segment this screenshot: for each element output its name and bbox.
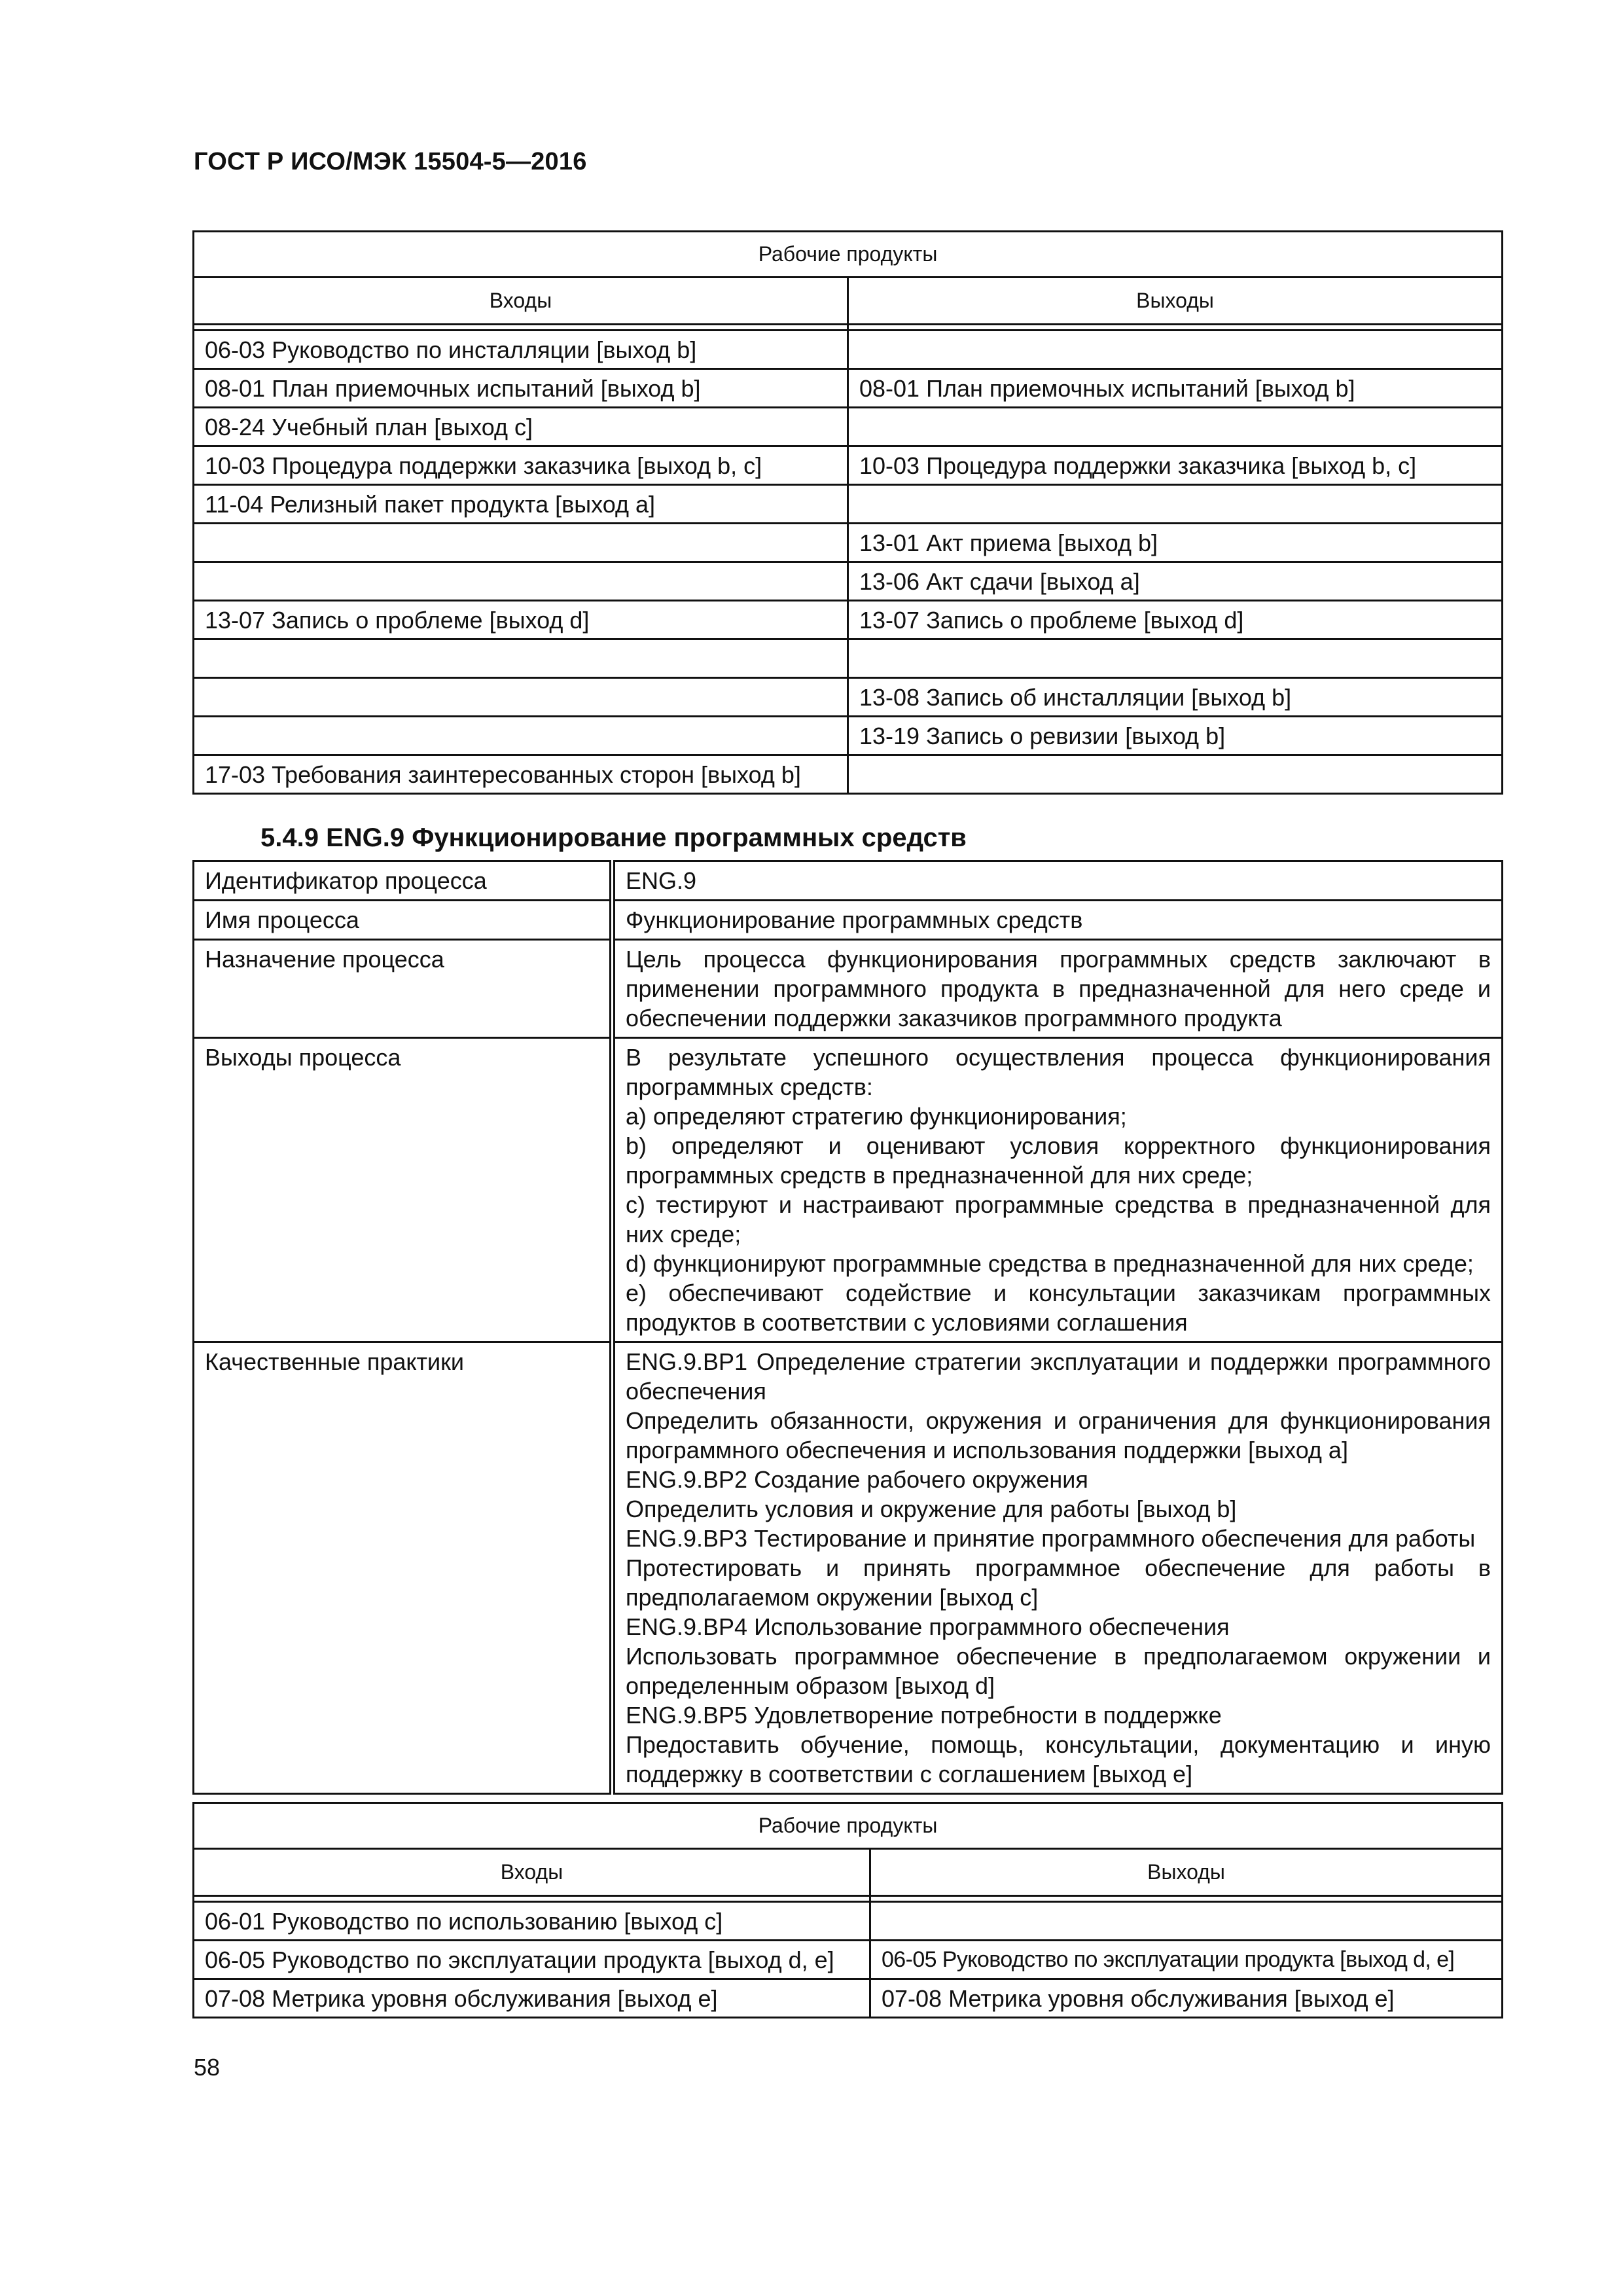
table-row: [194, 1941, 1503, 1979]
practice-line: ENG.9.BP3 Тестирование и принятие программного обеспечения для работы: [626, 1525, 1476, 1552]
outcome-line: c) тестируют и настраивают программные средства в предназначенной для них среде;: [626, 1191, 1491, 1247]
output-cell: 13-07 Запись о проблеме [выход d]: [848, 601, 1503, 639]
table-row: [194, 331, 1503, 369]
outcome-line: a) определяют стратегию функционирования;: [626, 1103, 1127, 1130]
outputs-header: Выходы: [848, 278, 1503, 325]
process-practices-row: [194, 1342, 1503, 1794]
work-products-table-1: [192, 230, 1503, 795]
input-cell: [194, 639, 848, 678]
output-cell: 13-01 Акт приема [выход b]: [848, 524, 1503, 562]
output-cell: 10-03 Процедура поддержки заказчика [выход b, c]: [848, 446, 1503, 485]
process-outcomes-row: [194, 1038, 1503, 1342]
output-cell: 13-08 Запись об инсталляции [выход b]: [848, 678, 1503, 717]
table-row: [194, 524, 1503, 562]
table-row: [194, 562, 1503, 601]
table-row: [194, 639, 1503, 678]
practice-line: ENG.9.BP1 Определение стратегии эксплуатации и поддержки программного обеспечения: [626, 1348, 1491, 1405]
practice-line: Определить условия и окружение для работы [выход b]: [626, 1496, 1237, 1522]
practice-line: Протестировать и принять программное обеспечение для работы в предполагаемом окружении [выход c]: [626, 1554, 1491, 1611]
process-id-label: Идентификатор процесса: [194, 861, 613, 901]
input-cell: 06-01 Руководство по использованию [выход c]: [194, 1902, 870, 1941]
process-name-value: Функционирование программных средств: [613, 901, 1503, 940]
table-row: [194, 1979, 1503, 2018]
input-cell: 13-07 Запись о проблеме [выход d]: [194, 601, 848, 639]
input-cell: [194, 562, 848, 601]
practice-line: Предоставить обучение, помощь, консультации, документацию и иную поддержку в соответствии с соглашением [выход e]: [626, 1731, 1491, 1787]
practice-line: ENG.9.BP5 Удовлетворение потребности в поддержке: [626, 1702, 1222, 1729]
process-outcomes-label: Выходы процесса: [194, 1038, 613, 1342]
work-products-caption: Рабочие продукты: [194, 232, 1503, 278]
process-table: [192, 860, 1503, 1795]
output-cell: [848, 408, 1503, 446]
outcome-line: В результате успешного осуществления процесса функционирования программных средств:: [626, 1044, 1491, 1100]
output-cell: [870, 1902, 1503, 1941]
output-cell: [848, 639, 1503, 678]
outputs-header: Выходы: [870, 1849, 1503, 1896]
outcome-line: b) определяют и оценивают условия корректного функционирования программных средств в предназначенной для них среде;: [626, 1132, 1491, 1189]
process-outcomes-value: [613, 1038, 1503, 1342]
outcome-line: e) обеспечивают содействие и консультации заказчикам программных продуктов в соответствии с условиями соглашения: [626, 1280, 1491, 1336]
table-row: [194, 601, 1503, 639]
table-row: [194, 717, 1503, 755]
input-cell: 08-01 План приемочных испытаний [выход b]: [194, 369, 848, 408]
outcome-line: d) функционируют программные средства в предназначенной для них среде;: [626, 1250, 1474, 1277]
input-cell: 07-08 Метрика уровня обслуживания [выход e]: [194, 1979, 870, 2018]
process-purpose-row: [194, 940, 1503, 1038]
input-cell: 08-24 Учебный план [выход c]: [194, 408, 848, 446]
process-id-row: [194, 861, 1503, 901]
practice-line: ENG.9.BP2 Создание рабочего окружения: [626, 1466, 1088, 1493]
output-cell: 13-06 Акт сдачи [выход a]: [848, 562, 1503, 601]
process-name-label: Имя процесса: [194, 901, 613, 940]
process-name-row: [194, 901, 1503, 940]
work-products-table-2: [192, 1802, 1503, 2018]
table-row: [194, 678, 1503, 717]
inputs-header: Входы: [194, 1849, 870, 1896]
practice-line: Использовать программное обеспечение в предполагаемом окружении и определенным образом [выход d]: [626, 1643, 1491, 1699]
section-title: 5.4.9 ENG.9 Функционирование программных средств: [260, 823, 967, 852]
work-products-caption: Рабочие продукты: [194, 1803, 1503, 1849]
input-cell: [194, 678, 848, 717]
input-cell: 11-04 Релизный пакет продукта [выход a]: [194, 485, 848, 524]
input-cell: [194, 524, 848, 562]
input-cell: 10-03 Процедура поддержки заказчика [выход b, c]: [194, 446, 848, 485]
inputs-header: Входы: [194, 278, 848, 325]
practice-line: Определить обязанности, окружения и ограничения для функционирования программного обеспечения и использования поддержки [выход a]: [626, 1407, 1491, 1463]
table-row: [194, 446, 1503, 485]
table-row: [194, 369, 1503, 408]
output-cell: [848, 331, 1503, 369]
input-cell: [194, 717, 848, 755]
process-purpose-label: Назначение процесса: [194, 940, 613, 1038]
document-header: ГОСТ Р ИСО/МЭК 15504-5—2016: [194, 148, 587, 175]
input-cell: 06-03 Руководство по инсталляции [выход b]: [194, 331, 848, 369]
process-purpose-value: Цель процесса функционирования программных средств заключают в применении программного продукта в предназначенной для него среде и обеспечении поддержки заказчиков программного продукта: [613, 940, 1503, 1038]
table-row: [194, 1902, 1503, 1941]
table-row: [194, 408, 1503, 446]
page-number: 58: [194, 2054, 221, 2081]
practice-line: ENG.9.BP4 Использование программного обеспечения: [626, 1613, 1230, 1640]
process-practices-value: [613, 1342, 1503, 1794]
input-cell: 06-05 Руководство по эксплуатации продукта [выход d, e]: [194, 1941, 870, 1979]
input-cell: 17-03 Требования заинтересованных сторон [выход b]: [194, 755, 848, 794]
output-cell: 13-19 Запись о ревизии [выход b]: [848, 717, 1503, 755]
output-cell: 06-05 Руководство по эксплуатации продукта [выход d, e]: [870, 1941, 1503, 1979]
output-cell: 08-01 План приемочных испытаний [выход b]: [848, 369, 1503, 408]
process-practices-label: Качественные практики: [194, 1342, 613, 1794]
output-cell: [848, 755, 1503, 794]
output-cell: [848, 485, 1503, 524]
table-row: [194, 755, 1503, 794]
process-id-value: ENG.9: [613, 861, 1503, 901]
table-row: [194, 485, 1503, 524]
output-cell: 07-08 Метрика уровня обслуживания [выход e]: [870, 1979, 1503, 2018]
